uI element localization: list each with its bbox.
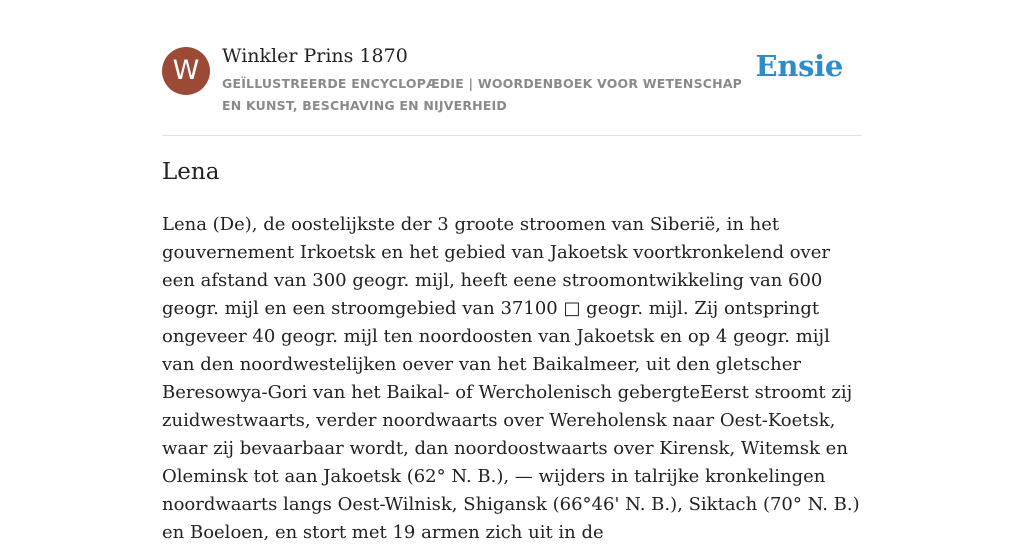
source-header <box>162 0 862 136</box>
entry-title: Lena <box>162 159 220 185</box>
source-subtitle: GEÏLLUSTREERDE ENCYCLOPÆDIE | WOORDENBOEK VOOR WETENSCHAP EN KUNST, BESCHAVING EN NIJVERHEID <box>222 76 743 113</box>
source-avatar[interactable]: W <box>162 47 210 95</box>
ensie-logo[interactable]: Ensie <box>755 49 843 83</box>
source-title[interactable]: Winkler Prins 1870 <box>222 45 408 67</box>
entry-body: Lena (De), de oostelijkste der 3 groote stroomen van Siberië, in het gouvernement Irkoetsk en het gebied van Jakoetsk voortkronkelend over een afstand van 300 geogr. mijl, heeft eene stroomontwikkeling van 600 geogr. mijl en een stroomgebied van 37100 □ geogr. mijl. Zij ontspringt ongeveer 40 geogr. mijl ten noordoosten van Jakoetsk en op 4 geogr. mijl van den noordwestelijken oever van het Baikalmeer, uit den gletscher Beresowya-Gori van het Baikal- of Wercholenisch gebergteEerst stroomt zij zuidwestwaarts, verder noordwaarts over Wereholensk naar Oest-Koetsk, waar zij bevaarbaar wordt, dan noordoostwaarts over Kirensk, Witemsk en Oleminsk tot aan Jakoetsk (62° N. B.), — wijders in talrijke kronkelingen noordwaarts langs Oest-Wilnisk, Shigansk (66°46' N. B.), Siktach (70° N. B.) en Boeloen, en stort met 19 armen zich uit in de <box>162 214 860 543</box>
page-container <box>162 0 862 543</box>
